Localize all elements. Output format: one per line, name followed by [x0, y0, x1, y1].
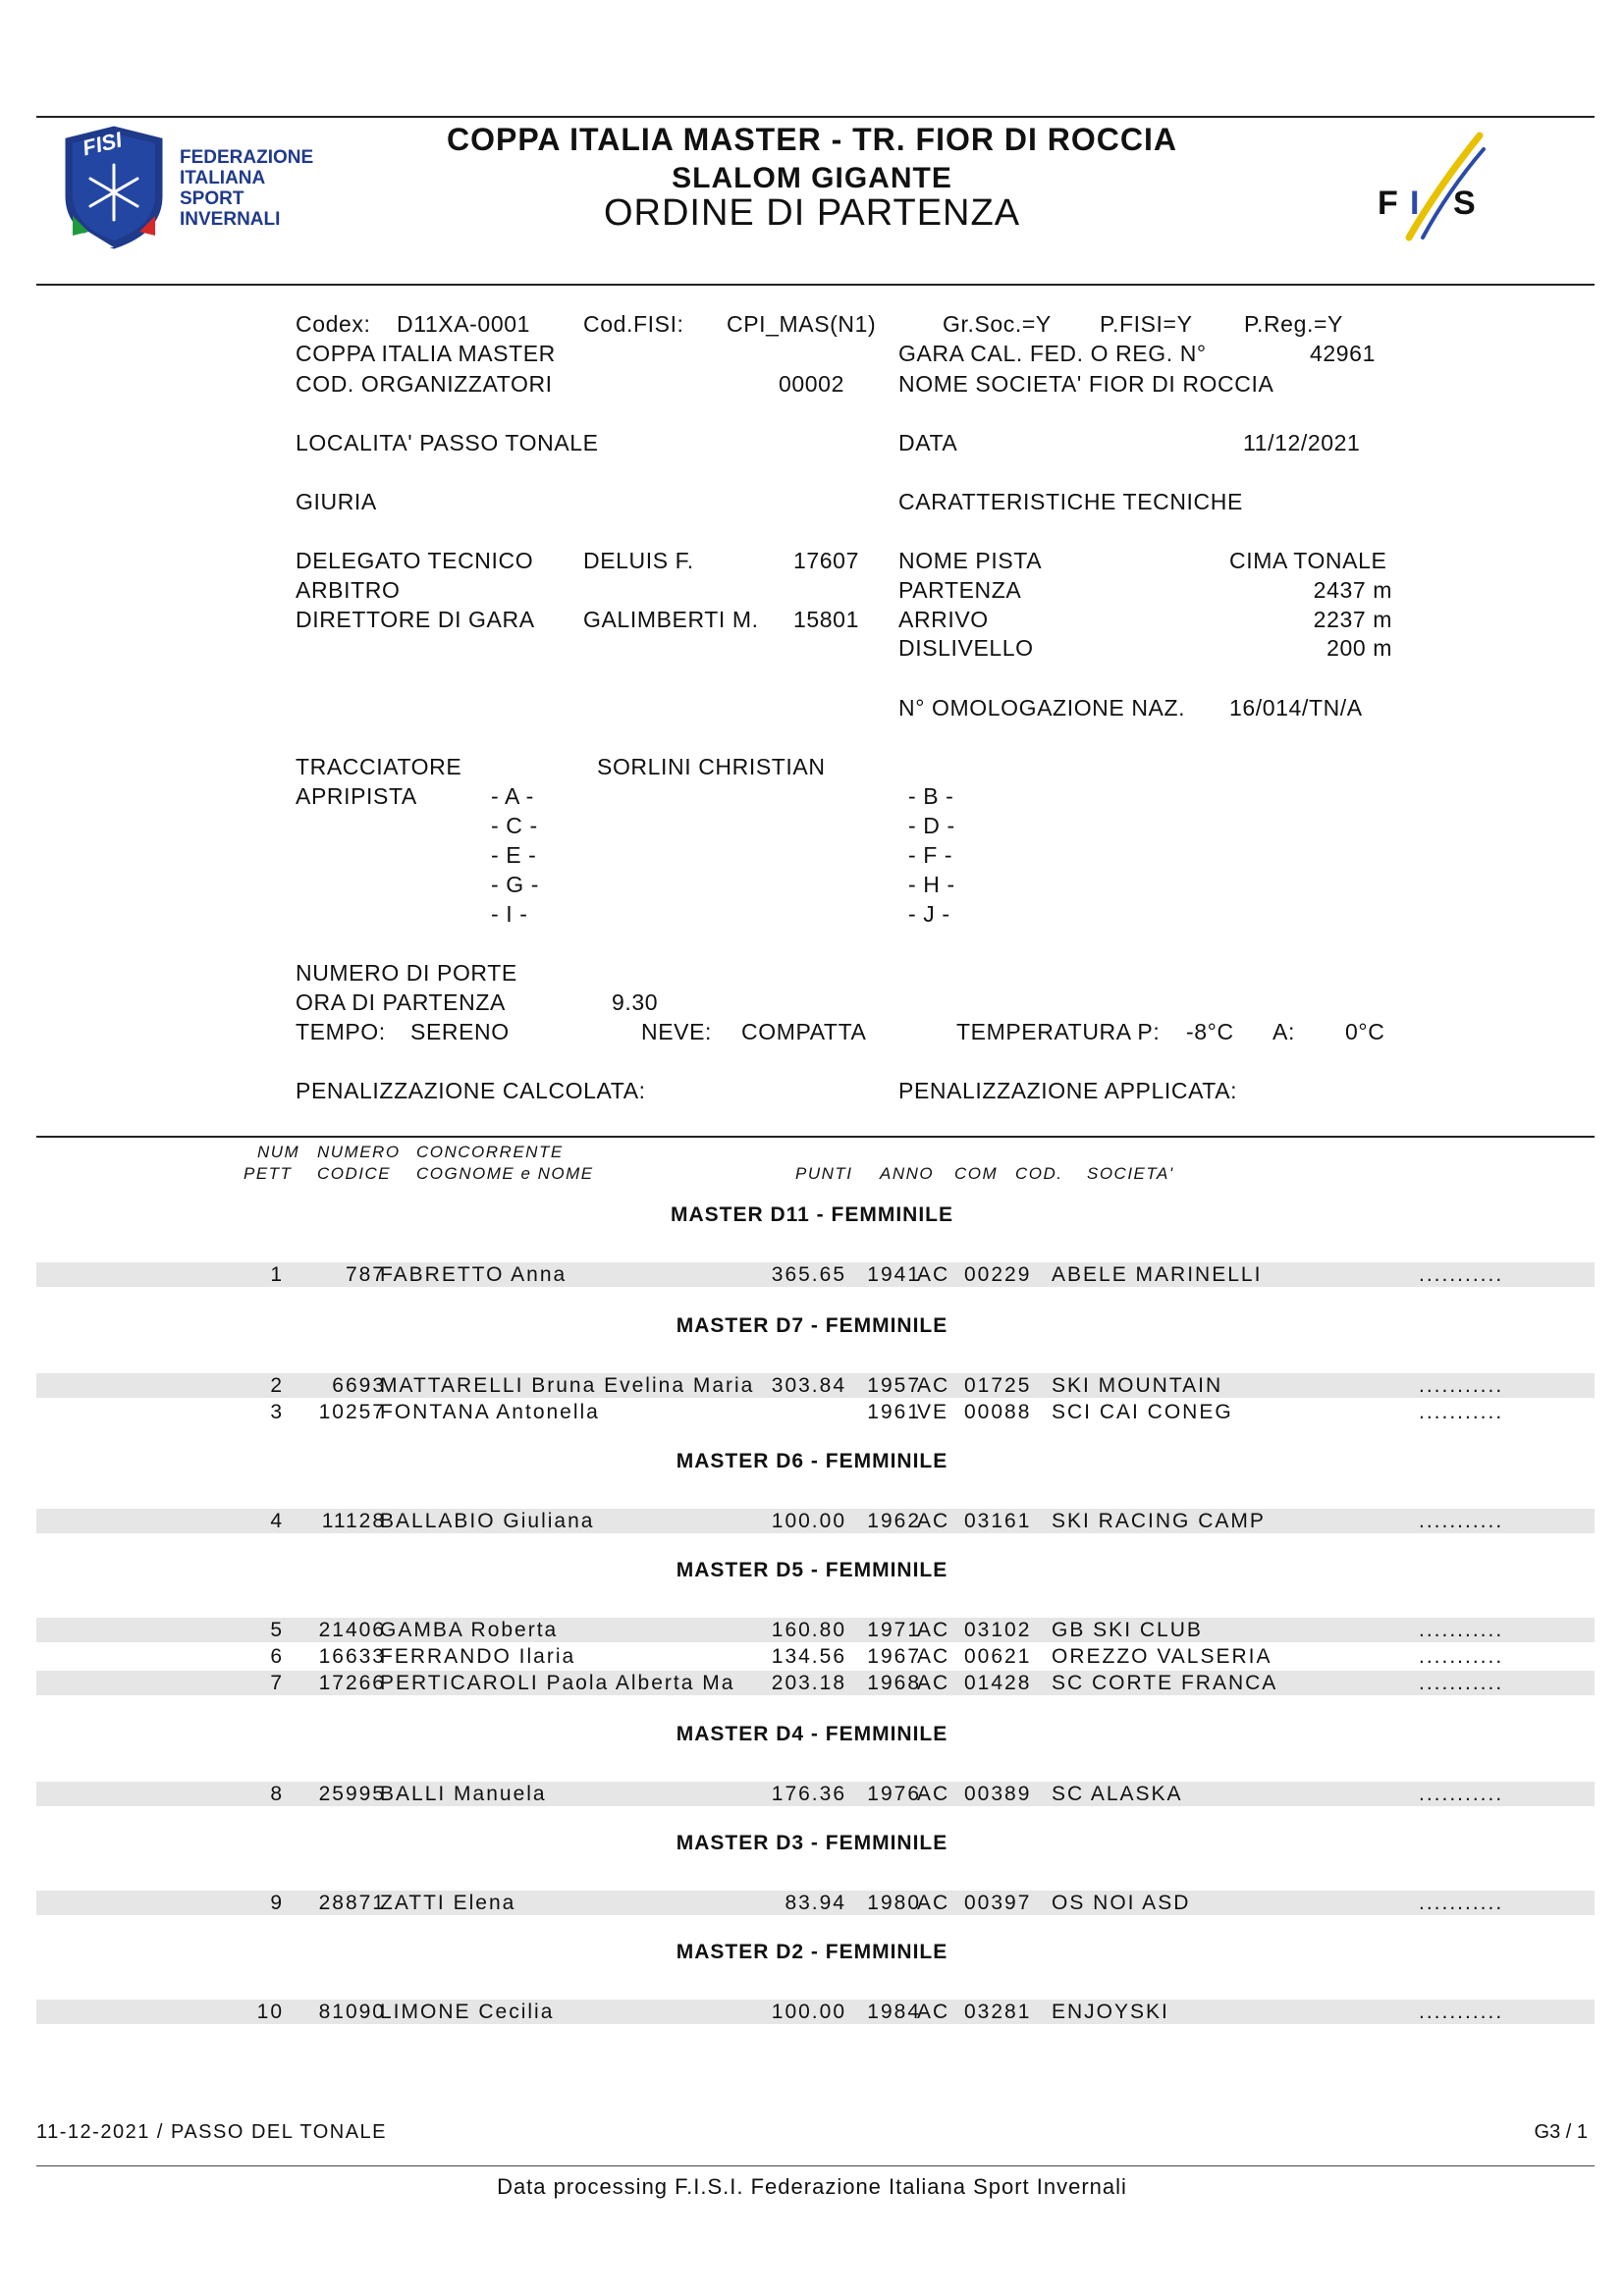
codice-cell: 17266 [318, 1672, 386, 1694]
numero-porte-label: NUMERO DI PORTE [296, 960, 517, 986]
fisi-badge: FISI [80, 127, 125, 161]
col-cognome-nome: COGNOME e NOME [416, 1164, 594, 1183]
pett-cell: 9 [270, 1892, 284, 1914]
penalizzazione-applicata: PENALIZZAZIONE APPLICATA: [898, 1078, 1238, 1103]
table-row [36, 1509, 1595, 1533]
apripista-slot: - G - [491, 872, 539, 897]
fisi-logo-line: SPORT [180, 188, 244, 209]
dots-cell: ........... [1419, 1645, 1504, 1668]
cod-cell: 01428 [964, 1672, 1032, 1694]
footer-rule [36, 2165, 1595, 2166]
giuria-label: GIURIA [296, 489, 377, 514]
arrivo-label: ARRIVO [898, 607, 989, 632]
pfisi-flag: P.FISI=Y [1100, 311, 1193, 337]
nome-cell: GAMBA Roberta [380, 1619, 559, 1641]
category-heading: MASTER D7 - FEMMINILE [676, 1314, 948, 1337]
codfisi-value: CPI_MAS(N1) [727, 311, 877, 337]
anno-cell: 1957 [867, 1374, 921, 1397]
punti-cell: 134.56 [771, 1645, 846, 1668]
tracciatore-value: SORLINI CHRISTIAN [597, 754, 826, 779]
category-heading: MASTER D5 - FEMMINILE [676, 1559, 948, 1581]
codice-cell: 25995 [318, 1783, 386, 1805]
apripista-slot: - D - [908, 813, 955, 838]
com-cell: AC [917, 1892, 950, 1914]
table-row [36, 1891, 1595, 1915]
table-row [36, 2000, 1595, 2024]
caratteristiche-label: CARATTERISTICHE TECNICHE [898, 489, 1243, 514]
codice-cell: 28871 [318, 1892, 386, 1914]
fisi-logo-line: FEDERAZIONE [180, 147, 314, 168]
category-heading: MASTER D2 - FEMMINILE [676, 1941, 948, 1963]
anno-cell: 1962 [867, 1510, 921, 1532]
dots-cell: ........... [1419, 1263, 1504, 1286]
cod-cell: 00397 [964, 1892, 1032, 1914]
fis-logo-i: I [1410, 185, 1420, 222]
info-rule [36, 1136, 1595, 1138]
cod-cell: 03161 [964, 1510, 1032, 1532]
nome-pista-label: NOME PISTA [898, 548, 1043, 573]
societa-cell: SC CORTE FRANCA [1052, 1672, 1278, 1694]
apripista-slot: - I - [491, 901, 528, 927]
dislivello-value: 200 m [1326, 635, 1392, 661]
col-concorrente: CONCORRENTE [416, 1143, 564, 1161]
anno-cell: 1967 [867, 1645, 921, 1668]
dots-cell: ........... [1419, 1401, 1504, 1423]
data-label: DATA [898, 430, 958, 455]
codex-value: D11XA-0001 [397, 311, 530, 337]
societa-cell: SKI RACING CAMP [1052, 1510, 1266, 1532]
punti-cell: 176.36 [771, 1783, 846, 1805]
col-codice: CODICE [317, 1164, 392, 1183]
anno-cell: 1980 [867, 1892, 921, 1914]
partenza-value: 2437 m [1313, 577, 1392, 603]
table-row [36, 1400, 1595, 1424]
delegato-name: DELUIS F. [583, 548, 694, 573]
societa-cell: SC ALASKA [1052, 1783, 1183, 1805]
punti-cell: 203.18 [771, 1672, 846, 1694]
col-com: COM [954, 1164, 999, 1183]
nome-cell: MATTARELLI Bruna Evelina Maria [380, 1374, 755, 1397]
partenza-label: PARTENZA [898, 577, 1022, 603]
com-cell: AC [917, 1645, 950, 1668]
table-row [36, 1262, 1595, 1287]
direttore-name: GALIMBERTI M. [583, 607, 759, 632]
nome-cell: LIMONE Cecilia [380, 2001, 555, 2023]
arrivo-value: 2237 m [1313, 607, 1392, 632]
footer-data-processing: Data processing F.I.S.I. Federazione Italiana Sport Invernali [497, 2174, 1127, 2199]
gara-value: 42961 [1310, 341, 1376, 366]
dots-cell: ........... [1419, 1783, 1504, 1805]
apripista-slot: - E - [491, 842, 537, 868]
com-cell: AC [917, 1263, 950, 1286]
apripista-slot: - F - [908, 842, 953, 868]
grsoc-flag: Gr.Soc.=Y [943, 311, 1052, 337]
apripista-slot: - C - [491, 813, 538, 838]
fis-logo-f: F [1378, 185, 1398, 222]
punti-cell: 303.84 [771, 1374, 846, 1397]
preg-flag: P.Reg.=Y [1244, 311, 1343, 337]
pett-cell: 8 [270, 1783, 284, 1805]
dislivello-label: DISLIVELLO [898, 635, 1034, 661]
cod-cell: 00621 [964, 1645, 1032, 1668]
codfisi-label: Cod.FISI: [583, 311, 684, 337]
penalizzazione-calcolata: PENALIZZAZIONE CALCOLATA: [296, 1078, 646, 1103]
codorg-value: 00002 [779, 371, 844, 397]
col-numero: NUMERO [317, 1143, 401, 1161]
cod-cell: 00389 [964, 1783, 1032, 1805]
dots-cell: ........... [1419, 1619, 1504, 1641]
coppa-label: COPPA ITALIA MASTER [296, 341, 556, 366]
omologazione-label: N° OMOLOGAZIONE NAZ. [898, 695, 1186, 721]
temperatura-a-value: 0°C [1345, 1019, 1385, 1044]
event-title: COPPA ITALIA MASTER - TR. FIOR DI ROCCIA [447, 122, 1177, 157]
cod-cell: 00229 [964, 1263, 1032, 1286]
temperatura-label: TEMPERATURA P: [956, 1019, 1161, 1044]
table-row [36, 1782, 1595, 1806]
nome-pista-value: CIMA TONALE [1229, 548, 1387, 573]
codorg-label: COD. ORGANIZZATORI [296, 371, 553, 397]
com-cell: VE [917, 1401, 949, 1423]
footer-date-place: 11-12-2021 / PASSO DEL TONALE [36, 2121, 387, 2143]
gara-label: GARA CAL. FED. O REG. N° [898, 341, 1207, 366]
discipline-title: SLALOM GIGANTE [672, 162, 952, 194]
cod-cell: 03281 [964, 2001, 1032, 2023]
punti-cell: 160.80 [771, 1619, 846, 1641]
codex-label: Codex: [296, 311, 371, 337]
dots-cell: ........... [1419, 1374, 1504, 1397]
cod-cell: 01725 [964, 1374, 1032, 1397]
apripista-slot: - B - [908, 783, 954, 809]
com-cell: AC [917, 1510, 950, 1532]
tempo-value: SERENO [410, 1019, 510, 1044]
tempo-label: TEMPO: [296, 1019, 386, 1044]
punti-cell: 100.00 [771, 1510, 846, 1532]
codice-cell: 21406 [318, 1619, 386, 1641]
dots-cell: ........... [1419, 1892, 1504, 1914]
tracciatore-label: TRACCIATORE [296, 754, 462, 779]
temperatura-p-value: -8°C [1186, 1019, 1234, 1044]
societa-cell: OREZZO VALSERIA [1052, 1645, 1272, 1668]
fisi-logo-line: INVERNALI [180, 209, 281, 230]
document-type-title: ORDINE DI PARTENZA [603, 192, 1021, 234]
apripista-slot: - A - [491, 783, 534, 809]
dots-cell: ........... [1419, 1510, 1504, 1532]
neve-value: COMPATTA [741, 1019, 867, 1044]
nome-cell: FONTANA Antonella [380, 1401, 600, 1423]
direttore-label: DIRETTORE DI GARA [296, 607, 535, 632]
anno-cell: 1961 [867, 1401, 921, 1423]
top-rule [36, 116, 1595, 118]
table-row [36, 1671, 1595, 1695]
category-heading: MASTER D11 - FEMMINILE [670, 1203, 954, 1226]
codice-cell: 16633 [318, 1645, 386, 1668]
omologazione-value: 16/014/TN/A [1229, 695, 1363, 721]
nome-cell: FABRETTO Anna [380, 1263, 568, 1286]
nome-cell: ZATTI Elena [380, 1892, 516, 1914]
pett-cell: 5 [270, 1619, 284, 1641]
pett-cell: 10 [256, 2001, 284, 2023]
dots-cell: ........... [1419, 2001, 1504, 2023]
table-row [36, 1618, 1595, 1642]
societa-cell: SKI MOUNTAIN [1052, 1374, 1223, 1397]
nome-cell: PERTICAROLI Paola Alberta Ma [380, 1672, 735, 1694]
codice-cell: 10257 [318, 1401, 386, 1423]
nome-societa: NOME SOCIETA' FIOR DI ROCCIA [898, 371, 1274, 397]
delegato-code: 17607 [793, 548, 859, 573]
cod-cell: 00088 [964, 1401, 1032, 1423]
fisi-logo-line: ITALIANA [180, 168, 266, 188]
pett-cell: 6 [270, 1645, 284, 1668]
punti-cell: 83.94 [785, 1892, 846, 1914]
com-cell: AC [917, 1783, 950, 1805]
punti-cell: 365.65 [771, 1263, 846, 1286]
societa-cell: ENJOYSKI [1052, 2001, 1169, 2023]
apripista-slot: - J - [908, 901, 950, 927]
col-pett: PETT [244, 1164, 293, 1183]
anno-cell: 1941 [867, 1263, 921, 1286]
societa-cell: SCI CAI CONEG [1052, 1401, 1233, 1423]
arbitro-label: ARBITRO [296, 577, 401, 603]
societa-cell: GB SKI CLUB [1052, 1619, 1203, 1641]
pett-cell: 4 [270, 1510, 284, 1532]
codice-cell: 787 [345, 1263, 386, 1286]
codice-cell: 81090 [318, 2001, 386, 2023]
col-punti: PUNTI [795, 1164, 853, 1183]
nome-cell: FERRANDO Ilaria [380, 1645, 576, 1668]
category-heading: MASTER D3 - FEMMINILE [676, 1832, 948, 1854]
col-num: NUM [257, 1143, 300, 1161]
temperatura-a-label: A: [1272, 1019, 1295, 1044]
apripista-slot: - H - [908, 872, 955, 897]
fis-logo-s: S [1453, 185, 1476, 222]
table-row [36, 1373, 1595, 1398]
direttore-code: 15801 [793, 607, 859, 632]
nome-cell: BALLABIO Giuliana [380, 1510, 595, 1532]
table-row [36, 1644, 1595, 1669]
category-heading: MASTER D6 - FEMMINILE [676, 1450, 948, 1472]
societa-cell: OS NOI ASD [1052, 1892, 1191, 1914]
societa-cell: ABELE MARINELLI [1052, 1263, 1263, 1286]
col-cod: COD. [1015, 1164, 1063, 1183]
anno-cell: 1976 [867, 1783, 921, 1805]
anno-cell: 1968 [867, 1672, 921, 1694]
delegato-label: DELEGATO TECNICO [296, 548, 534, 573]
anno-cell: 1984 [867, 2001, 921, 2023]
punti-cell: 100.00 [771, 2001, 846, 2023]
category-heading: MASTER D4 - FEMMINILE [676, 1723, 948, 1745]
pett-cell: 7 [270, 1672, 284, 1694]
ora-partenza-label: ORA DI PARTENZA [296, 989, 506, 1015]
nome-cell: BALLI Manuela [380, 1783, 547, 1805]
pett-cell: 3 [270, 1401, 284, 1423]
ora-partenza-value: 9.30 [612, 989, 659, 1015]
dots-cell: ........... [1419, 1672, 1504, 1694]
localita: LOCALITA' PASSO TONALE [296, 430, 599, 455]
col-anno: ANNO [880, 1164, 935, 1183]
com-cell: AC [917, 2001, 950, 2023]
codice-cell: 11128 [321, 1510, 386, 1532]
com-cell: AC [917, 1672, 950, 1694]
cod-cell: 03102 [964, 1619, 1032, 1641]
com-cell: AC [917, 1374, 950, 1397]
pett-cell: 2 [270, 1374, 284, 1397]
apripista-label: APRIPISTA [296, 783, 417, 809]
col-societa: SOCIETA' [1087, 1164, 1174, 1183]
footer-page-number: G3 / 1 [1534, 2121, 1588, 2143]
codice-cell: 6693 [332, 1374, 386, 1397]
header-rule [36, 284, 1595, 286]
anno-cell: 1971 [867, 1619, 921, 1641]
com-cell: AC [917, 1619, 950, 1641]
pett-cell: 1 [270, 1263, 284, 1286]
neve-label: NEVE: [641, 1019, 713, 1044]
data-value: 11/12/2021 [1243, 430, 1361, 455]
